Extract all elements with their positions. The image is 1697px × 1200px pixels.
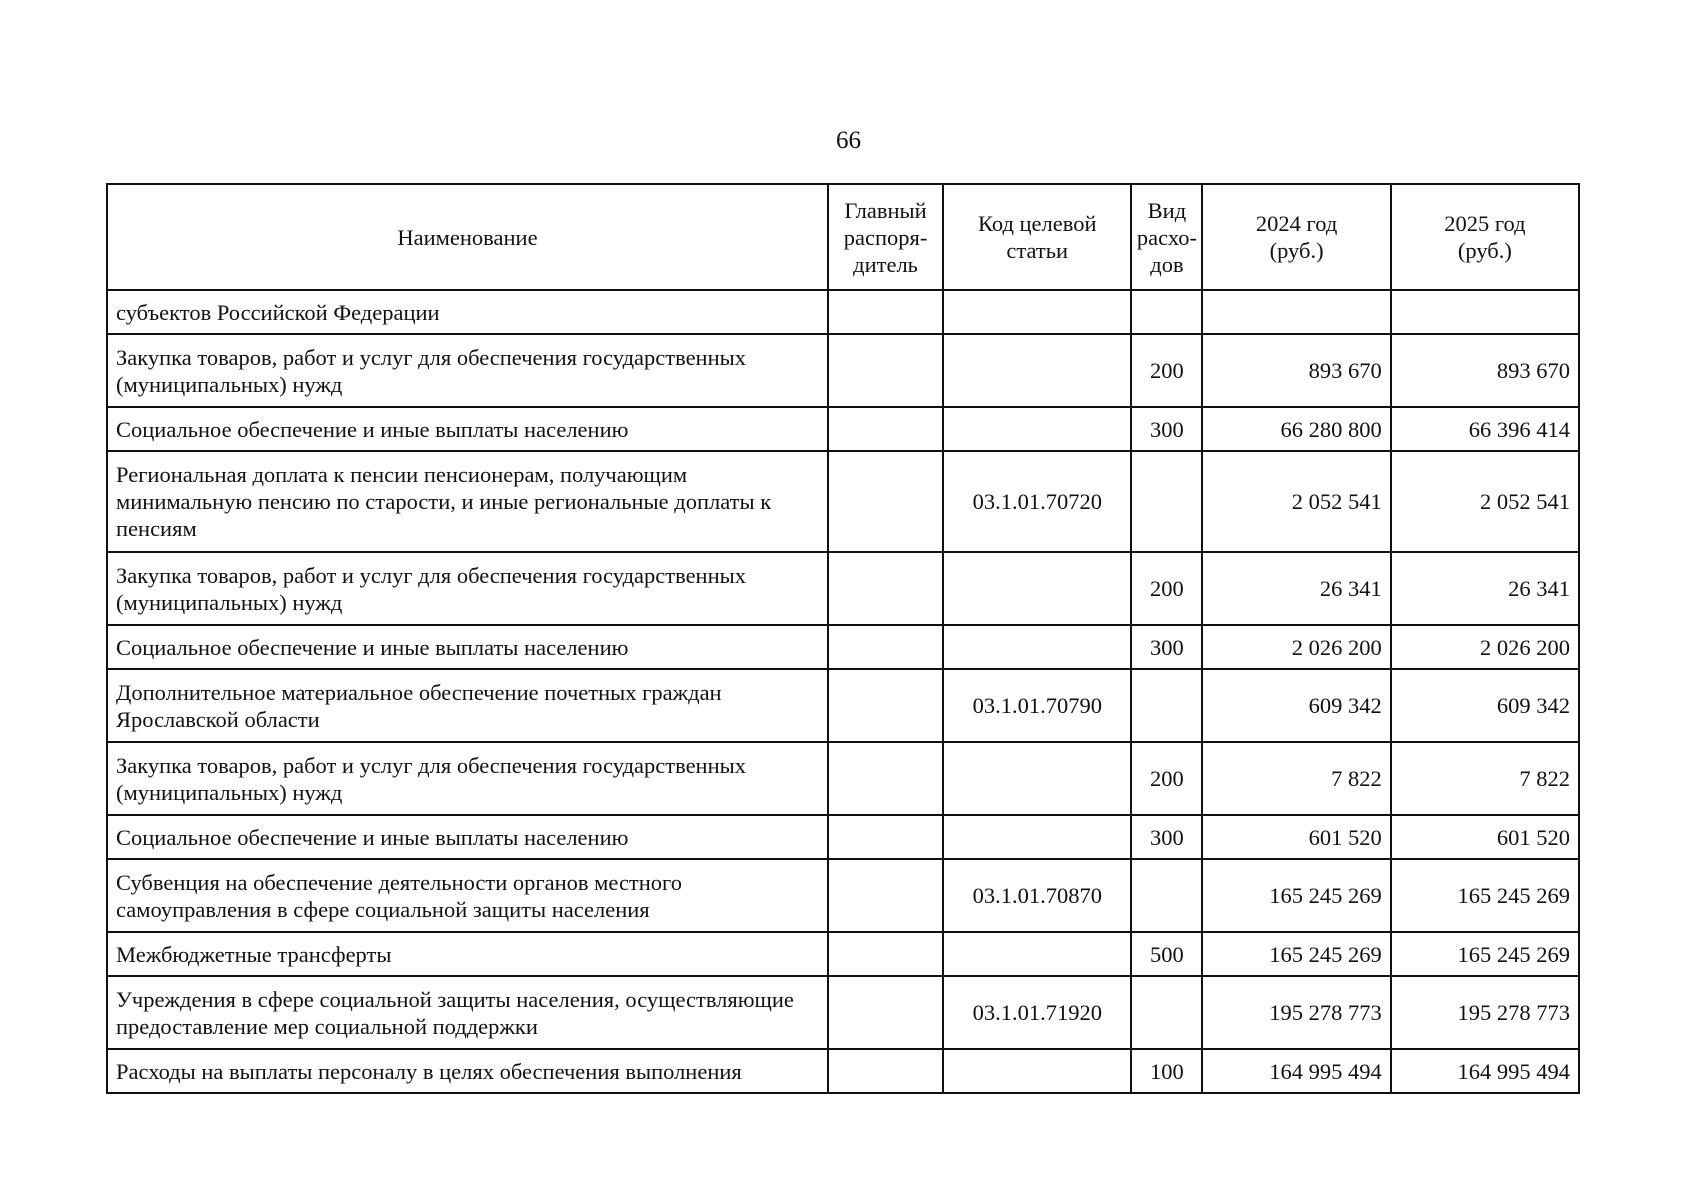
budget-table [106,183,1580,1094]
cell-distributor [828,407,943,451]
page-number: 66 [836,127,861,154]
cell-type: 500 [1131,932,1202,976]
cell-distributor [828,976,943,1049]
cell-distributor [828,334,943,407]
cell-name: Субвенция на обеспечение деятельности органов местного самоуправления в сфере социальной защиты населения [107,859,828,932]
table-body [107,290,1579,1093]
table-row [107,742,1579,815]
cell-type: 300 [1131,407,1202,451]
cell-2025: 165 245 269 [1391,859,1579,932]
cell-name: Региональная доплата к пенсии пенсионерам, получающим минимальную пенсию по старости, и иные региональные доплаты к пенсиям [107,451,828,552]
table-row [107,334,1579,407]
cell-2024: 26 341 [1202,552,1390,625]
cell-type: 200 [1131,334,1202,407]
header-type: Вид расхо- дов [1131,184,1202,290]
cell-type [1131,976,1202,1049]
cell-code: 03.1.01.70790 [943,669,1131,742]
cell-2025: 601 520 [1391,815,1579,859]
header-name: Наименование [107,184,828,290]
cell-type [1131,451,1202,552]
cell-name: Социальное обеспечение и иные выплаты населению [107,815,828,859]
cell-distributor [828,742,943,815]
cell-code [943,1049,1131,1093]
cell-2025: 893 670 [1391,334,1579,407]
cell-2024: 601 520 [1202,815,1390,859]
header-row [107,184,1579,290]
cell-distributor [828,859,943,932]
cell-name: Социальное обеспечение и иные выплаты населению [107,625,828,669]
cell-code: 03.1.01.71920 [943,976,1131,1049]
cell-code [943,334,1131,407]
cell-2025: 164 995 494 [1391,1049,1579,1093]
table-row [107,932,1579,976]
cell-distributor [828,815,943,859]
cell-type: 100 [1131,1049,1202,1093]
cell-type [1131,290,1202,334]
table-row [107,625,1579,669]
cell-type [1131,859,1202,932]
table-row [107,451,1579,552]
table-row [107,552,1579,625]
header-2024: 2024 год (руб.) [1202,184,1390,290]
cell-name: Социальное обеспечение и иные выплаты населению [107,407,828,451]
cell-code [943,552,1131,625]
cell-code [943,407,1131,451]
cell-distributor [828,290,943,334]
cell-name: Закупка товаров, работ и услуг для обеспечения государственных (муниципальных) нужд [107,552,828,625]
cell-2025: 609 342 [1391,669,1579,742]
cell-distributor [828,932,943,976]
table-header [107,184,1579,290]
cell-2025: 165 245 269 [1391,932,1579,976]
cell-2024: 195 278 773 [1202,976,1390,1049]
cell-type: 200 [1131,552,1202,625]
table-row [107,290,1579,334]
cell-type: 300 [1131,815,1202,859]
cell-code: 03.1.01.70870 [943,859,1131,932]
cell-type: 300 [1131,625,1202,669]
cell-2024: 2 052 541 [1202,451,1390,552]
cell-2024: 165 245 269 [1202,932,1390,976]
cell-2024: 2 026 200 [1202,625,1390,669]
cell-2025: 66 396 414 [1391,407,1579,451]
cell-code [943,742,1131,815]
cell-type [1131,669,1202,742]
cell-name: Закупка товаров, работ и услуг для обеспечения государственных (муниципальных) нужд [107,742,828,815]
table-row [107,815,1579,859]
cell-distributor [828,1049,943,1093]
table-row [107,976,1579,1049]
cell-code [943,815,1131,859]
cell-code: 03.1.01.70720 [943,451,1131,552]
cell-name: Расходы на выплаты персоналу в целях обеспечения выполнения [107,1049,828,1093]
header-code: Код целевой статьи [943,184,1131,290]
header-2025: 2025 год (руб.) [1391,184,1579,290]
cell-2024: 165 245 269 [1202,859,1390,932]
cell-2024: 893 670 [1202,334,1390,407]
cell-2025: 2 052 541 [1391,451,1579,552]
table-row [107,669,1579,742]
cell-2024: 609 342 [1202,669,1390,742]
cell-code [943,290,1131,334]
cell-type: 200 [1131,742,1202,815]
table-row [107,859,1579,932]
cell-2025: 26 341 [1391,552,1579,625]
cell-name: Межбюджетные трансферты [107,932,828,976]
cell-2025 [1391,290,1579,334]
cell-2025: 195 278 773 [1391,976,1579,1049]
cell-name: Учреждения в сфере социальной защиты населения, осуществляющие предоставление мер социальной поддержки [107,976,828,1049]
cell-2024: 164 995 494 [1202,1049,1390,1093]
cell-2025: 2 026 200 [1391,625,1579,669]
table-row [107,1049,1579,1093]
cell-name: Закупка товаров, работ и услуг для обеспечения государственных (муниципальных) нужд [107,334,828,407]
cell-2024: 66 280 800 [1202,407,1390,451]
table-row [107,407,1579,451]
cell-name: Дополнительное материальное обеспечение почетных граждан Ярославской области [107,669,828,742]
cell-distributor [828,625,943,669]
cell-code [943,625,1131,669]
header-distributor: Главный распоря- дитель [828,184,943,290]
cell-distributor [828,451,943,552]
cell-2024: 7 822 [1202,742,1390,815]
cell-2024 [1202,290,1390,334]
cell-distributor [828,669,943,742]
cell-2025: 7 822 [1391,742,1579,815]
cell-distributor [828,552,943,625]
cell-name: субъектов Российской Федерации [107,290,828,334]
cell-code [943,932,1131,976]
